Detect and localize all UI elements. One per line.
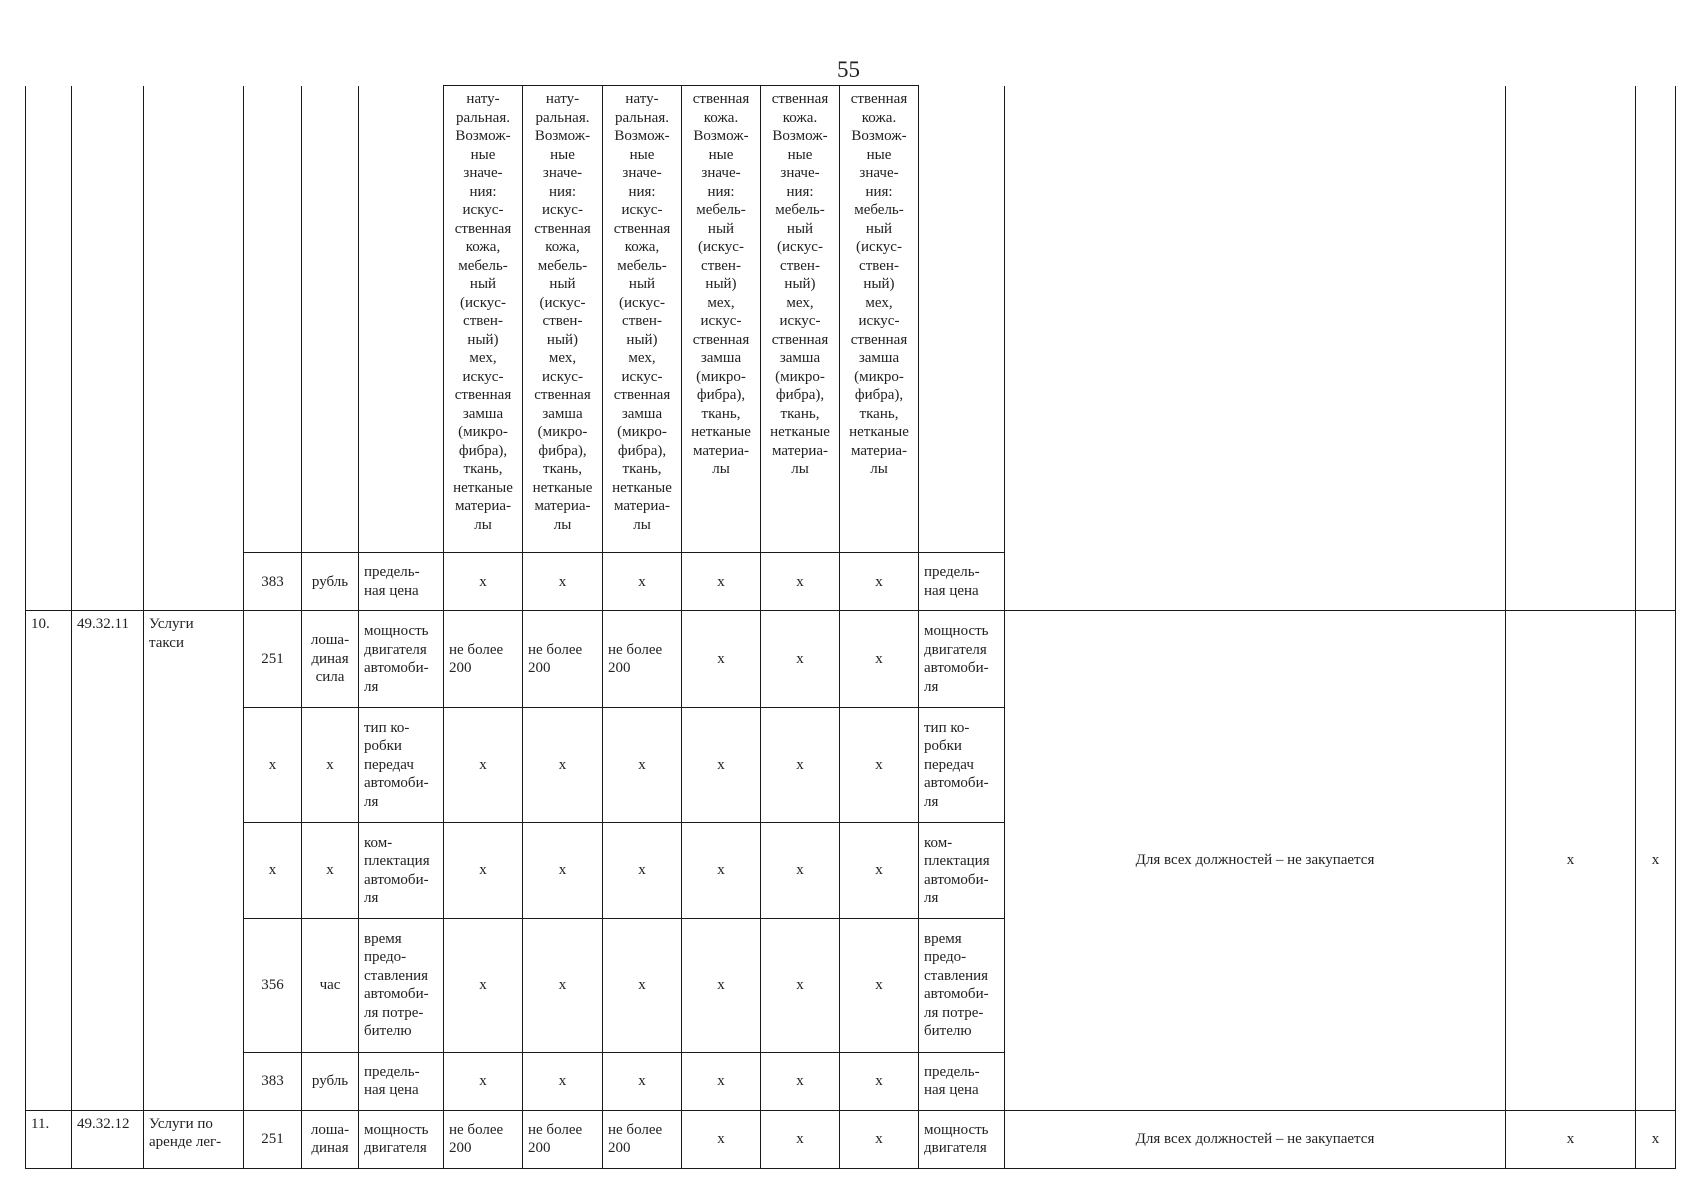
cont-code-cell (244, 86, 302, 553)
value-cell: х (523, 919, 603, 1052)
value-cell: х (761, 919, 840, 1052)
value-cell: х (523, 707, 603, 822)
page-number: 55 (837, 57, 860, 82)
characteristic-cell: мощность двигателя автомоби- ля (919, 611, 1005, 707)
value-cell: х (603, 553, 682, 611)
characteristic-cell: время предо- ставления автомоби- ля потре- бителю (359, 919, 444, 1052)
cont-unit-cell (302, 86, 359, 553)
code-cell: 251 (244, 611, 302, 707)
code-cell: х (244, 823, 302, 919)
characteristic-cell: тип ко- робки передач автомоби- ля (359, 707, 444, 822)
characteristic-cell: ком- плектация автомоби- ля (359, 823, 444, 919)
unit-cell: х (302, 707, 359, 822)
note-cell: Для всех должностей – не закупается (1005, 611, 1506, 1110)
value-cell: х (444, 823, 523, 919)
characteristic-cell: предель- ная цена (359, 553, 444, 611)
cont-value-cell: ственная кожа. Возмож- ные значе- ния: мебель- ный (искус- ствен- ный) мех, искус- ственная замша (микро- фибра), ткань, нетканые материа- лы (840, 86, 919, 553)
value-cell: х (682, 707, 761, 822)
cont-name-cell (359, 86, 444, 553)
value-cell: х (840, 1110, 919, 1168)
characteristic-cell: ком- плектация автомоби- ля (919, 823, 1005, 919)
code-cell: 383 (244, 1052, 302, 1110)
cont-title-cell (144, 86, 244, 611)
value-cell: х (523, 1052, 603, 1110)
value-cell: х (682, 611, 761, 707)
cont-value-cell: нату- ральная. Возмож- ные значе- ния: искус- ственная кожа, мебель- ный (искус- ствен- ный) мех, искус- ственная замша (микро- фибра), ткань, нетканые материа- лы (603, 86, 682, 553)
table-row (26, 611, 1676, 707)
requirements-table (25, 85, 1676, 1169)
cont-name2-cell (919, 86, 1005, 553)
value-cell: х (682, 553, 761, 611)
value-cell: х (682, 823, 761, 919)
value-cell: не более 200 (523, 1110, 603, 1168)
value-cell: х (761, 1052, 840, 1110)
value-cell: х (761, 1110, 840, 1168)
code-cell: 251 (244, 1110, 302, 1168)
characteristic-cell: тип ко- робки передач автомоби- ля (919, 707, 1005, 822)
value-cell: х (761, 707, 840, 822)
value-cell: х (523, 553, 603, 611)
cont-value-cell: ственная кожа. Возмож- ные значе- ния: мебель- ный (искус- ствен- ный) мех, искус- ственная замша (микро- фибра), ткань, нетканые материа- лы (682, 86, 761, 553)
value-cell: не более 200 (523, 611, 603, 707)
unit-cell: лоша- диная сила (302, 611, 359, 707)
value-cell: х (444, 707, 523, 822)
x-cell: х (1506, 1110, 1636, 1168)
okpd-code: 49.32.12 (72, 1110, 144, 1168)
characteristic-cell: предель- ная цена (359, 1052, 444, 1110)
cont-note-cell (1005, 86, 1506, 611)
table-row (26, 1110, 1676, 1168)
characteristic-cell: предель- ная цена (919, 553, 1005, 611)
value-cell: не более 200 (444, 611, 523, 707)
note-cell: Для всех должностей – не закупается (1005, 1110, 1506, 1168)
value-cell: х (761, 553, 840, 611)
continued-row (26, 86, 1676, 553)
value-cell: х (444, 919, 523, 1052)
code-cell: 383 (244, 553, 302, 611)
code-cell: 356 (244, 919, 302, 1052)
characteristic-cell: предель- ная цена (919, 1052, 1005, 1110)
value-cell: х (682, 1110, 761, 1168)
value-cell: х (603, 707, 682, 822)
cont-x2-cell (1636, 86, 1676, 611)
unit-cell: лоша- диная (302, 1110, 359, 1168)
value-cell: х (603, 1052, 682, 1110)
value-cell: не более 200 (444, 1110, 523, 1168)
characteristic-cell: мощность двигателя автомоби- ля (359, 611, 444, 707)
characteristic-cell: мощность двигателя (359, 1110, 444, 1168)
characteristic-cell: время предо- ставления автомоби- ля потре- бителю (919, 919, 1005, 1052)
row-number: 11. (26, 1110, 72, 1168)
value-cell: х (840, 611, 919, 707)
unit-cell: час (302, 919, 359, 1052)
code-cell: х (244, 707, 302, 822)
cont-value-cell: нату- ральная. Возмож- ные значе- ния: искус- ственная кожа, мебель- ный (искус- ствен- ный) мех, искус- ственная замша (микро- фибра), ткань, нетканые материа- лы (523, 86, 603, 553)
value-cell: х (603, 919, 682, 1052)
okpd-code: 49.32.11 (72, 611, 144, 1110)
item-title: Услуги такси (144, 611, 244, 1110)
value-cell: х (682, 919, 761, 1052)
value-cell: х (761, 611, 840, 707)
value-cell: х (603, 823, 682, 919)
x-cell: х (1636, 611, 1676, 1110)
value-cell: х (840, 553, 919, 611)
cont-value-cell: нату- ральная. Возмож- ные значе- ния: искус- ственная кожа, мебель- ный (искус- ствен- ный) мех, искус- ственная замша (микро- фибра), ткань, нетканые материа- лы (444, 86, 523, 553)
cont-value-cell: ственная кожа. Возмож- ные значе- ния: мебель- ный (искус- ствен- ный) мех, искус- ственная замша (микро- фибра), ткань, нетканые материа- лы (761, 86, 840, 553)
cont-num-cell (26, 86, 72, 611)
value-cell: х (523, 823, 603, 919)
row-number: 10. (26, 611, 72, 1110)
unit-cell: рубль (302, 553, 359, 611)
value-cell: х (840, 823, 919, 919)
unit-cell: х (302, 823, 359, 919)
value-cell: не более 200 (603, 611, 682, 707)
value-cell: х (682, 1052, 761, 1110)
value-cell: х (761, 823, 840, 919)
x-cell: х (1506, 611, 1636, 1110)
cont-okpd-cell (72, 86, 144, 611)
value-cell: х (840, 707, 919, 822)
value-cell: х (840, 1052, 919, 1110)
item-title: Услуги по аренде лег- (144, 1110, 244, 1168)
value-cell: х (840, 919, 919, 1052)
unit-cell: рубль (302, 1052, 359, 1110)
value-cell: х (444, 553, 523, 611)
value-cell: х (444, 1052, 523, 1110)
characteristic-cell: мощность двигателя (919, 1110, 1005, 1168)
cont-x1-cell (1506, 86, 1636, 611)
x-cell: х (1636, 1110, 1676, 1168)
value-cell: не более 200 (603, 1110, 682, 1168)
